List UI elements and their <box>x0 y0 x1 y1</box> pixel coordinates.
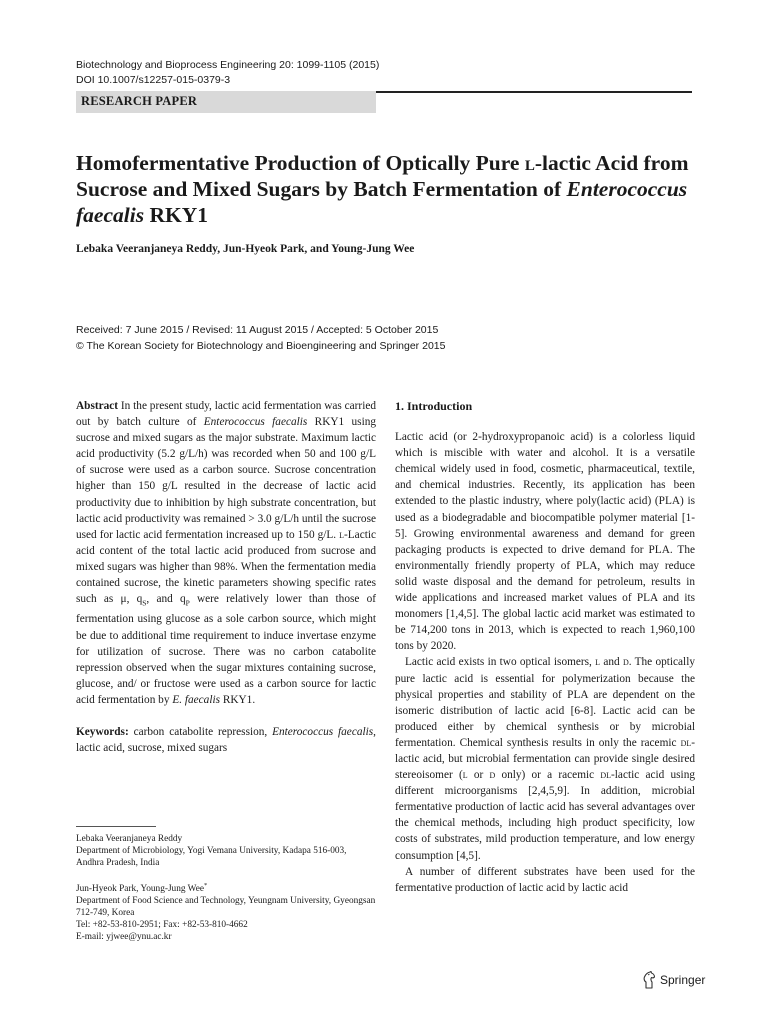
paper-title: Homofermentative Production of Optically Pure l-lactic Acid from Sucrose and Mixed Sugars by Batch Fermentation of Enterococcus faecalis RKY1 <box>76 151 689 227</box>
introduction-heading: 1. Introduction <box>395 399 473 413</box>
contact-email[interactable]: E-mail: yjwee@ynu.ac.kr <box>76 932 172 943</box>
author-affiliations <box>76 833 376 943</box>
author2-affiliation: Department of Food Science and Technology, Yeungnam University, Gyeongsan 712-749, Korea <box>76 896 376 919</box>
copyright-line: © The Korean Society for Biotechnology and Bioengineering and Springer 2015 <box>76 340 446 352</box>
right-column <box>395 398 695 896</box>
keywords-label: Keywords: <box>76 726 129 739</box>
abstract-label: Abstract <box>76 400 119 412</box>
publisher-logo <box>642 969 705 991</box>
springer-horse-icon <box>642 971 656 989</box>
journal-header <box>76 58 379 88</box>
journal-citation: Biotechnology and Bioprocess Engineering 20: 1099-1105 (2015) <box>76 59 380 71</box>
received-line: Received: 7 June 2015 / Revised: 11 August 2015 / Accepted: 5 October 2015 <box>76 324 439 336</box>
author1-name: Lebaka Veeranjaneya Reddy <box>76 834 183 844</box>
intro-paragraph-1: Lactic acid (or 2-hydroxypropanoic acid) is a colorless liquid which is miscible with water and alcohol. It is a versatile chemical widely used in food, cosmetic, pharmaceutical, textile, and chemical industries. Recently, its application has been extended to the plastic industry, where poly(lactic acid) (PLA) is used as a biodegradable and biocompatible polymer material [1-5]. Growing environmental awareness and demand for green packaging products is expected to drive demand for PLA. The environmentally friendly property of PLA, which may reduce solid waste disposal and the demand for petroleum, results in wide applications and increased market values of PLA and its monomers [1,4,5]. The global lactic acid market was estimated to be 714,200 tons in 2013, which is expected to reach 1,960,100 tons by 2020. <box>395 431 695 653</box>
article-dates <box>76 322 445 354</box>
keywords: Keywords: carbon catabolite repression, Enterococcus faecalis, lactic acid, sucrose, mixed sugars <box>76 726 376 755</box>
section-label: RESEARCH PAPER <box>81 94 198 108</box>
left-column <box>76 398 376 756</box>
intro-paragraph-2: Lactic acid exists in two optical isomers, l and d. The optically pure lactic acid is essential for polymerization because the physical properties and stability of PLA are dependent on the isomeric distribution of lactic acid [6-8]. Lactic acid can be produced either by chemical synthesis or by microbial fermentation. Chemical synthesis results in only the racemic dl-lactic acid, but microbial fermentation can provide single desired stereoisomer (l or d only) or a racemic dl-lactic acid using different microorganisms [2,4,5,9]. In addition, microbial fermentative production of lactic acid has several advantages over the chemical methods, including high product specificity, low costs of substrates, mild production temperature, and low energy consumption [4,5]. <box>395 656 695 862</box>
doi: DOI 10.1007/s12257-015-0379-3 <box>76 74 231 86</box>
authors: Lebaka Veeranjaneya Reddy, Jun-Hyeok Park, and Young-Jung Wee <box>76 243 415 255</box>
author1-affiliation: Department of Microbiology, Yogi Vemana University, Kadapa 516-003, Andhra Pradesh, India <box>76 846 347 868</box>
intro-paragraph-3: A number of different substrates have been used for the fermentative production of lactic acid by lactic acid <box>395 865 695 894</box>
section-label-band <box>76 91 376 113</box>
footnote-rule <box>76 826 156 827</box>
publisher-name: Springer <box>660 973 706 987</box>
header-rule <box>376 91 692 93</box>
contact-phone: Tel: +82-53-810-2951; Fax: +82-53-810-4662 <box>76 920 248 931</box>
author2-name: Jun-Hyeok Park, Young-Jung Wee* <box>76 882 208 895</box>
abstract: Abstract In the present study, lactic acid fermentation was carried out by batch culture of Enterococcus faecalis RKY1 using sucrose and mixed sugars as the major substrate. Maximum lactic acid productivity (5.2 g/L/h) was recorded when 50 and 100 g/L of sucrose were used as a carbon source. Sucrose concentration higher than 150 g/L resulted in the decrease of lactic acid productivity due to inhibition by high substrate concentration, but lactic acid productivity was remained > 3.0 g/L/h until the sucrose used for lactic acid fermentation increased up to 150 g/L. l-Lactic acid content of the total lactic acid produced from sucrose and mixed sugars was higher than 98%. When the fermentation media contained sucrose, the kinetic parameters showing specific rates such as μ, $q_S$, and $q_P$ were relatively lower than those of fermentation using glucose as a sole carbon source, which might be due to additional time requirement to induce invertase enzyme for utilization of sucrose. There was no carbon catabolite repression observed when the sugar mixtures containing sucrose, glucose, and/ or fructose were used as a carbon source for lactic acid fermentation by E. faecalis RKY1. <box>76 400 376 706</box>
